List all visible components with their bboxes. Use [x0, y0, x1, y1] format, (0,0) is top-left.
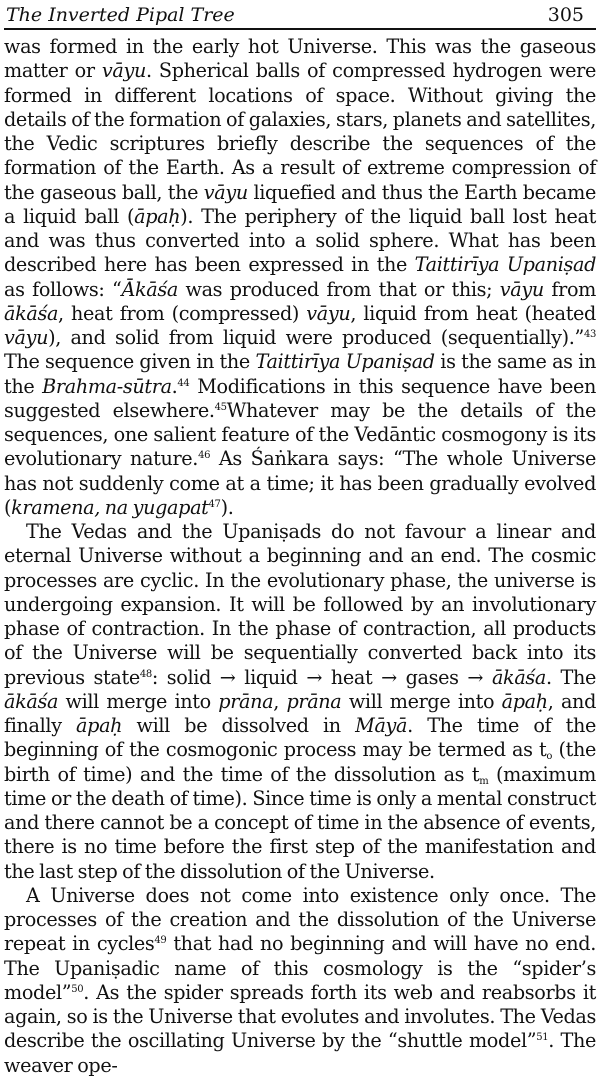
paragraph-1 — [4, 35, 596, 520]
italic-term: Māyā — [355, 714, 408, 737]
text-run: Modifications in this sequence have been suggested elsewhere. — [4, 374, 597, 422]
subscript: m — [479, 775, 489, 787]
italic-term: āpaḥ — [134, 204, 181, 228]
footnote-ref: 44 — [177, 377, 190, 389]
text-run: liquefied and thus the Earth became a liquid ball ( — [4, 180, 596, 228]
text-run: ), and solid from liquid were produced (sequentially).” — [48, 326, 584, 349]
text-run: : solid → liquid → heat → gases → — [151, 665, 492, 689]
text-run: , and finally — [4, 689, 597, 737]
footnote-ref: 47 — [208, 498, 221, 510]
footnote-ref: 48 — [139, 668, 152, 680]
text-run: As Śaṅkara says: “The whole Universe has not suddenly come at a time; it has been gradually evolved ( — [4, 447, 596, 519]
footnote-ref: 51 — [536, 1032, 549, 1044]
italic-term: vāyu — [203, 180, 248, 204]
italic-term: Ākāśa — [121, 277, 178, 301]
text-run: from — [543, 277, 596, 301]
text-run: . The weaver ope- — [4, 1029, 596, 1077]
text-run: Whatever may be the details of the sequences, one salient feature of the Vedāntic cosmogony is its evolutionary nature. — [4, 398, 596, 471]
footnote-ref: 45 — [214, 401, 227, 413]
text-run: The Vedas and the Upaniṣads do not favour a linear and eternal Universe without a beginning and an end. The cosmic processes are cyclic. In the evolutionary phase, the universe is undergoing expansion. It will be followed by an involutionary phase of contraction. In the phase of contraction, all products of the Universe will be sequentially converted back into its previous state — [4, 520, 596, 689]
text-run: was produced from that or this; — [177, 277, 500, 301]
page-number: 305 — [547, 4, 584, 26]
text-run: will merge into — [58, 689, 219, 713]
italic-term: ākāśa — [491, 665, 546, 689]
text-run: , heat from (compressed) — [58, 301, 307, 325]
running-title: The Inverted Pipal Tree — [6, 4, 235, 26]
text-run: ). — [220, 495, 234, 519]
text-run: will be dissolved in — [122, 714, 356, 737]
text-run: (maximum time or the death of time). Since time is only a mental construct and there cannot be a concept of time in the absence of events, there is no time before the first step of the manifestation and the last step of the dissolution of the Universe. — [4, 762, 596, 883]
text-run: . Spherical balls of compressed hydrogen were formed in different locations of space. Without giving the details of the formation of galaxies, stars, planets and satellites, the Vedic scriptures briefly describe the sequences of the formation of the Earth. As a result of extreme compression of the gaseous ball, the — [4, 59, 596, 204]
italic-term: āpaḥ — [76, 714, 123, 737]
italic-term: vāyu — [4, 326, 49, 349]
text-run: (the birth of time) and the time of the dissolution as t — [4, 738, 596, 786]
text-run: that had no beginning and will have no end. The Upaniṣadic name of this cosmology is the “spider’s model” — [4, 932, 596, 1004]
italic-term: vāyu — [101, 59, 146, 83]
text-run: was formed in the early hot Universe. This was the gaseous matter or — [4, 35, 596, 83]
italic-term: vāyu — [306, 301, 351, 325]
italic-term: vāyu — [499, 277, 544, 301]
footnote-ref: 49 — [154, 935, 167, 947]
italic-term: Taittirīya Upaniṣad — [255, 350, 435, 374]
italic-term: kramena, na yugapat — [11, 495, 209, 519]
text-run: , — [273, 689, 287, 713]
body-text — [4, 35, 596, 1078]
footnote-ref: 50 — [71, 983, 84, 995]
text-run: . As the spider spreads forth its web and reabsorbs it again, so is the Universe that evolutes and involutes. The Vedas describe the oscillating Universe by the “shuttle model” — [4, 980, 596, 1053]
text-run: , liquid from heat (heated — [350, 301, 596, 325]
text-run: . The time of the beginning of the cosmogonic process may be termed as t — [4, 714, 597, 762]
text-run: is the same as in the — [4, 350, 597, 398]
text-run: ). The periphery of the liquid ball lost heat and was thus converted into a solid sphere. What has been described here has been expressed in the — [4, 204, 596, 277]
italic-term: ākāśa — [4, 301, 59, 325]
footnote-ref: 43 — [583, 329, 596, 340]
text-run: . The — [546, 665, 597, 689]
text-run: The sequence given in the — [4, 350, 256, 374]
italic-term: Brahma-sūtra — [42, 374, 172, 398]
text-run: . — [171, 374, 178, 398]
italic-term: Taittirīya Upaniṣad — [414, 253, 597, 277]
italic-term: prāna — [218, 689, 274, 713]
paragraph-2 — [4, 520, 596, 884]
subscript: o — [546, 751, 553, 763]
footnote-ref: 46 — [198, 450, 211, 462]
page-header — [4, 0, 596, 30]
italic-term: prāna — [286, 689, 342, 713]
paragraph-3 — [4, 884, 596, 1078]
italic-term: āpaḥ — [501, 689, 548, 713]
italic-term: ākāśa — [4, 689, 59, 713]
text-run: A Universe does not come into existence only once. The processes of the creation and the dissolution of the Universe repeat in cycles — [4, 883, 596, 956]
text-run: as follows: “ — [4, 277, 122, 301]
text-run: will merge into — [341, 689, 502, 713]
